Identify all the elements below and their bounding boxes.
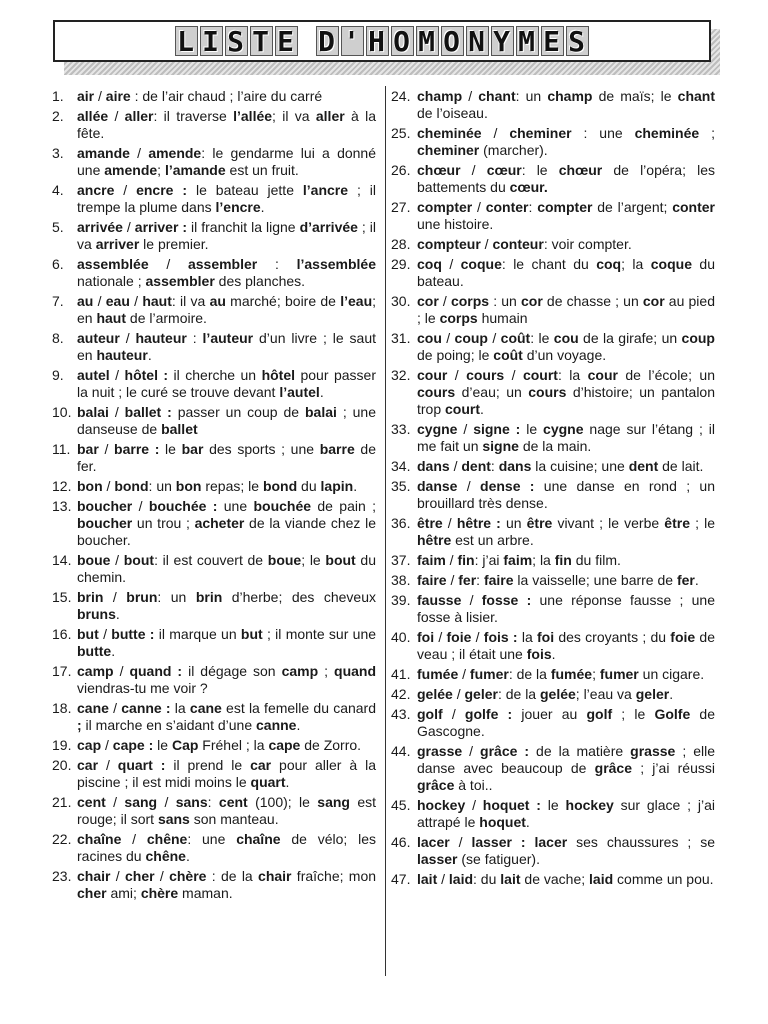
entry-text: lait / laid: du lait de vache; laid comme un pou. [417, 871, 714, 887]
homonym-entry [52, 498, 376, 549]
entry-number: 22. [52, 831, 72, 847]
homonym-entry [52, 88, 376, 105]
entry-number: 43. [391, 706, 411, 722]
entry-number: 46. [391, 834, 411, 850]
homonym-entry [52, 108, 376, 142]
entry-text: faire / fer: faire la vaisselle; une barre de fer. [417, 572, 699, 588]
entry-number: 7. [52, 293, 64, 309]
entry-number: 26. [391, 162, 411, 178]
homonym-entry [391, 743, 715, 794]
entry-number: 10. [52, 404, 72, 420]
homonym-entry [52, 367, 376, 401]
homonym-entry [52, 757, 376, 791]
title-letter: E [541, 26, 564, 56]
entry-number: 21. [52, 794, 72, 810]
entry-number: 29. [391, 256, 411, 272]
entry-number: 19. [52, 737, 72, 753]
homonym-entry [391, 572, 715, 589]
homonym-entry [391, 834, 715, 868]
title-letter: D [316, 26, 339, 56]
entry-number: 14. [52, 552, 72, 568]
entry-number: 36. [391, 515, 411, 531]
entry-number: 44. [391, 743, 411, 759]
entry-text: allée / aller: il traverse l’allée; il va aller à la fête. [77, 108, 376, 141]
title-letter [300, 26, 314, 56]
entry-text: cent / sang / sans: cent (100); le sang est rouge; il sort sans son manteau. [77, 794, 377, 827]
entry-text: grasse / grâce : de la matière grasse ; elle danse avec beaucoup de grâce ; j’ai réussi grâce à toi.. [417, 743, 715, 793]
homonym-entry [391, 125, 715, 159]
entry-number: 9. [52, 367, 64, 383]
entry-number: 25. [391, 125, 411, 141]
entry-text: cygne / signe : le cygne nage sur l’étang ; il me fait un signe de la main. [417, 421, 716, 454]
entry-text: bon / bond: un bon repas; le bond du lapin. [77, 478, 358, 494]
homonym-entry [391, 629, 715, 663]
entry-text: cane / canne : la cane est la femelle du canard ; il marche en s’aidant d’une canne. [77, 700, 376, 733]
entry-number: 28. [391, 236, 411, 252]
homonym-entry [391, 293, 715, 327]
title-letter: S [225, 26, 248, 56]
column-divider [385, 86, 386, 976]
entry-number: 23. [52, 868, 72, 884]
entry-number: 34. [391, 458, 411, 474]
entry-text: camp / quand : il dégage son camp ; quand viendras-tu me voir ? [77, 663, 377, 696]
entry-text: car / quart : il prend le car pour aller à la piscine ; il est midi moins le quart. [77, 757, 377, 790]
entry-number: 18. [52, 700, 72, 716]
entry-number: 40. [391, 629, 411, 645]
title-letter: T [250, 26, 273, 56]
homonym-entry [52, 219, 376, 253]
homonym-entry [391, 88, 715, 122]
homonym-entry [391, 797, 715, 831]
entry-number: 38. [391, 572, 411, 588]
page-title [175, 26, 589, 56]
entry-number: 41. [391, 666, 411, 682]
entry-text: fumée / fumer: de la fumée; fumer un cigare. [417, 666, 705, 682]
entry-number: 31. [391, 330, 411, 346]
title-banner [53, 20, 711, 62]
entry-text: faim / fin: j’ai faim; la fin du film. [417, 552, 621, 568]
homonym-entry [52, 552, 376, 586]
entry-number: 33. [391, 421, 411, 437]
homonym-entry [391, 552, 715, 569]
homonym-entry [52, 256, 376, 290]
entry-number: 8. [52, 330, 64, 346]
entry-text: chœur / cœur: le chœur de l’opéra; les battements du cœur. [417, 162, 715, 195]
entry-number: 2. [52, 108, 64, 124]
entry-text: chaîne / chêne: une chaîne de vélo; les racines du chêne. [77, 831, 376, 864]
entry-text: compteur / conteur: voir compter. [417, 236, 632, 252]
entry-number: 13. [52, 498, 72, 514]
entry-text: amande / amende: le gendarme lui a donné une amende; l’amande est un fruit. [77, 145, 377, 178]
homonym-entry [52, 478, 376, 495]
entry-text: cou / coup / coût: le cou de la girafe; un coup de poing; le coût d’un voyage. [417, 330, 715, 363]
title-letter: S [566, 26, 589, 56]
entry-text: coq / coque: le chant du coq; la coque du bateau. [417, 256, 715, 289]
title-letter: M [416, 26, 439, 56]
homonym-entry [52, 794, 376, 828]
entry-number: 11. [52, 441, 71, 457]
entry-text: boucher / bouchée : une bouchée de pain ; boucher un trou ; acheter de la viande chez le boucher. [77, 498, 377, 548]
entry-text: air / aire : de l’air chaud ; l’aire du carré [77, 88, 323, 104]
entry-text: compter / conter: compter de l’argent; conter une histoire. [417, 199, 715, 232]
entry-text: autel / hôtel : il cherche un hôtel pour passer la nuit ; le curé se trouve devant l’autel. [77, 367, 376, 400]
homonym-entry [391, 666, 715, 683]
entry-number: 27. [391, 199, 411, 215]
homonym-entry [391, 592, 715, 626]
entry-text: cour / cours / court: la cour de l’école; un cours d’eau; un cours d’histoire; un pantalon trop court. [417, 367, 716, 417]
entry-number: 6. [52, 256, 64, 272]
homonym-entry [52, 831, 376, 865]
entry-text: assemblée / assembler : l’assemblée nationale ; assembler des planches. [77, 256, 376, 289]
entry-text: au / eau / haut: il va au marché; boire de l’eau; en haut de l’armoire. [77, 293, 377, 326]
title-letter: O [441, 26, 464, 56]
homonym-entry [391, 162, 715, 196]
entry-text: fausse / fosse : une réponse fausse ; une fosse à lisier. [417, 592, 715, 625]
entry-number: 4. [52, 182, 64, 198]
entry-number: 45. [391, 797, 411, 813]
entry-number: 20. [52, 757, 72, 773]
entry-number: 35. [391, 478, 411, 494]
entry-number: 5. [52, 219, 64, 235]
entry-text: cheminée / cheminer : une cheminée ; cheminer (marcher). [417, 125, 715, 158]
homonym-entry [391, 330, 715, 364]
homonym-entry [391, 686, 715, 703]
homonym-entry [391, 458, 715, 475]
homonym-entry [52, 737, 376, 754]
entry-text: auteur / hauteur : l’auteur d’un livre ; le saut en hauteur. [77, 330, 377, 363]
homonym-entry [52, 182, 376, 216]
entry-text: bar / barre : le bar des sports ; une barre de fer. [77, 441, 376, 474]
homonym-entry [391, 421, 715, 455]
entry-text: but / butte : il marque un but ; il monte sur une butte. [77, 626, 377, 659]
entry-text: chair / cher / chère : de la chair fraîche; mon cher ami; chère maman. [77, 868, 377, 901]
homonym-entry [52, 293, 376, 327]
entry-number: 12. [52, 478, 72, 494]
entry-number: 15. [52, 589, 72, 605]
entry-text: hockey / hoquet : le hockey sur glace ; j’ai attrapé le hoquet. [417, 797, 715, 830]
entry-text: cap / cape : le Cap Fréhel ; la cape de Zorro. [77, 737, 362, 753]
entry-text: danse / dense : une danse en rond ; un brouillard très dense. [417, 478, 715, 511]
entry-number: 37. [391, 552, 411, 568]
entry-number: 32. [391, 367, 411, 383]
homonym-entry [52, 330, 376, 364]
entry-text: brin / brun: un brin d’herbe; des cheveux bruns. [77, 589, 377, 622]
homonym-column-right [391, 88, 715, 891]
title-letter: Y [491, 26, 514, 56]
homonym-entry [52, 145, 376, 179]
entry-number: 16. [52, 626, 72, 642]
entry-text: arrivée / arriver : il franchit la ligne d’arrivée ; il va arriver le premier. [77, 219, 377, 252]
homonym-entry [391, 236, 715, 253]
homonym-entry [391, 478, 715, 512]
homonym-entry [52, 404, 376, 438]
entry-text: lacer / lasser : lacer ses chaussures ; se lasser (se fatiguer). [417, 834, 715, 867]
homonym-entry [391, 256, 715, 290]
homonym-entry [391, 367, 715, 418]
entry-text: cor / corps : un cor de chasse ; un cor au pied ; le corps humain [417, 293, 715, 326]
title-letter: E [275, 26, 298, 56]
homonym-entry [52, 441, 376, 475]
entry-number: 24. [391, 88, 411, 104]
entry-number: 1. [52, 88, 64, 104]
title-letter: O [391, 26, 414, 56]
entry-number: 30. [391, 293, 411, 309]
entry-text: être / hêtre : un être vivant ; le verbe être ; le hêtre est un arbre. [417, 515, 716, 548]
title-letter: N [466, 26, 489, 56]
homonym-entry [391, 199, 715, 233]
title-letter: H [366, 26, 389, 56]
entry-text: boue / bout: il est couvert de boue; le bout du chemin. [77, 552, 376, 585]
homonym-entry [391, 706, 715, 740]
entry-number: 3. [52, 145, 64, 161]
homonym-entry [52, 663, 376, 697]
title-letter: M [516, 26, 539, 56]
entry-text: gelée / geler: de la gelée; l’eau va geler. [417, 686, 674, 702]
entry-text: balai / ballet : passer un coup de balai ; une danseuse de ballet [77, 404, 376, 437]
homonym-entry [391, 871, 715, 888]
title-letter: I [200, 26, 223, 56]
entry-text: golf / golfe : jouer au golf ; le Golfe de Gascogne. [417, 706, 716, 739]
entry-text: foi / foie / fois : la foi des croyants ; du foie de veau ; il était une fois. [417, 629, 715, 662]
entry-number: 47. [391, 871, 411, 887]
entry-text: champ / chant: un champ de maïs; le chant de l’oiseau. [417, 88, 715, 121]
title-letter: L [175, 26, 198, 56]
entry-number: 39. [391, 592, 411, 608]
homonym-column-left [52, 88, 376, 905]
homonym-entry [52, 626, 376, 660]
homonym-entry [52, 868, 376, 902]
entry-text: dans / dent: dans la cuisine; une dent de lait. [417, 458, 704, 474]
homonym-entry [52, 589, 376, 623]
entry-number: 42. [391, 686, 411, 702]
title-letter: ' [341, 26, 364, 56]
entry-text: ancre / encre : le bateau jette l’ancre ; il trempe la plume dans l’encre. [77, 182, 376, 215]
homonym-entry [52, 700, 376, 734]
entry-number: 17. [52, 663, 72, 679]
homonym-entry [391, 515, 715, 549]
